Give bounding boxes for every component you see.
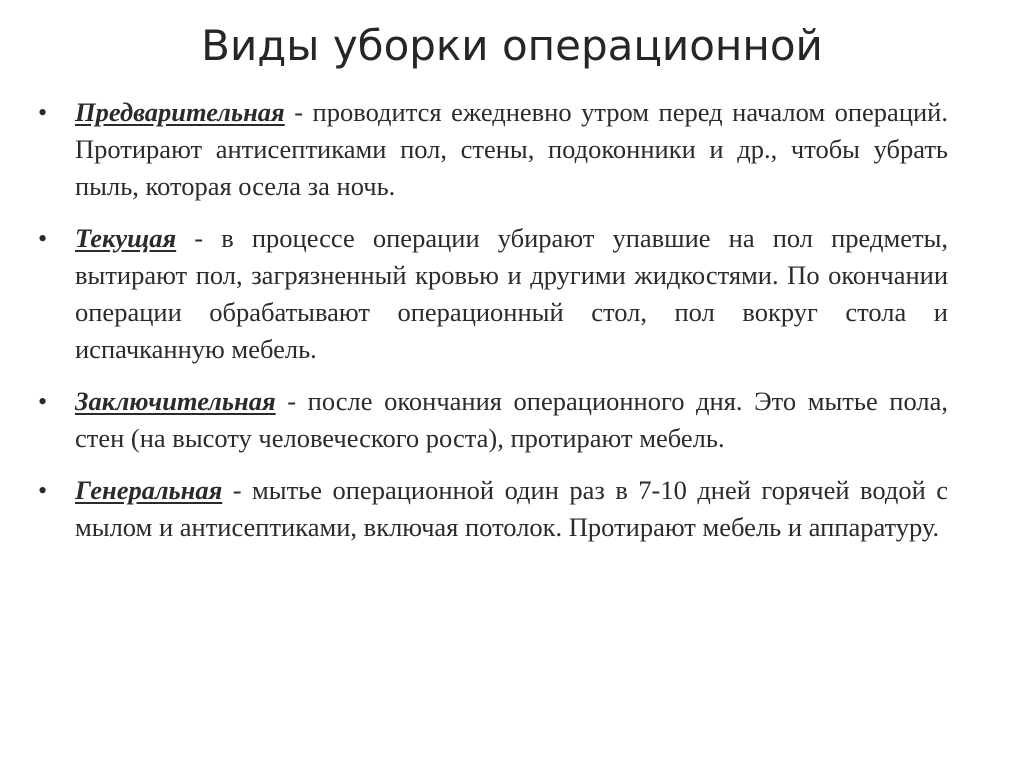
bullet-item-preliminary <box>38 94 948 205</box>
bullet-item-final <box>38 383 948 457</box>
bullet-text: - в процессе операции убирают упавшие на пол предметы, вытирают пол, загрязненный кровью и другими жидкостями. По окончании операции обрабатывают операционный стол, пол вокруг стола и испачканную мебель. <box>75 223 948 364</box>
bullet-term: Генеральная <box>75 475 223 505</box>
bullet-item-current <box>38 220 948 368</box>
bullet-dot-icon: • <box>38 387 48 416</box>
bullet-term: Предварительная <box>75 97 285 127</box>
bullet-dot-icon: • <box>38 224 48 253</box>
bullet-item-general <box>38 472 948 546</box>
bullet-dot-icon: • <box>38 98 48 127</box>
slide-title: Виды уборки операционной <box>201 21 823 70</box>
bullet-text: - после окончания операционного дня. Это мытье пола, стен (на высоту человеческого роста), протирают мебель. <box>75 386 948 453</box>
bullet-term: Текущая <box>75 223 177 253</box>
bullet-dot-icon: • <box>38 476 48 505</box>
bullet-text: - мытье операционной один раз в 7-10 дней горячей водой с мылом и антисептиками, включая потолок. Протирают мебель и аппаратуру. <box>75 475 948 542</box>
bullet-text: - проводится ежедневно утром перед началом операций. Протирают антисептиками пол, стены, подоконники и др., чтобы убрать пыль, которая осела за ночь. <box>75 97 948 201</box>
bullet-term: Заключительная <box>75 386 276 416</box>
bullet-list <box>38 94 948 546</box>
